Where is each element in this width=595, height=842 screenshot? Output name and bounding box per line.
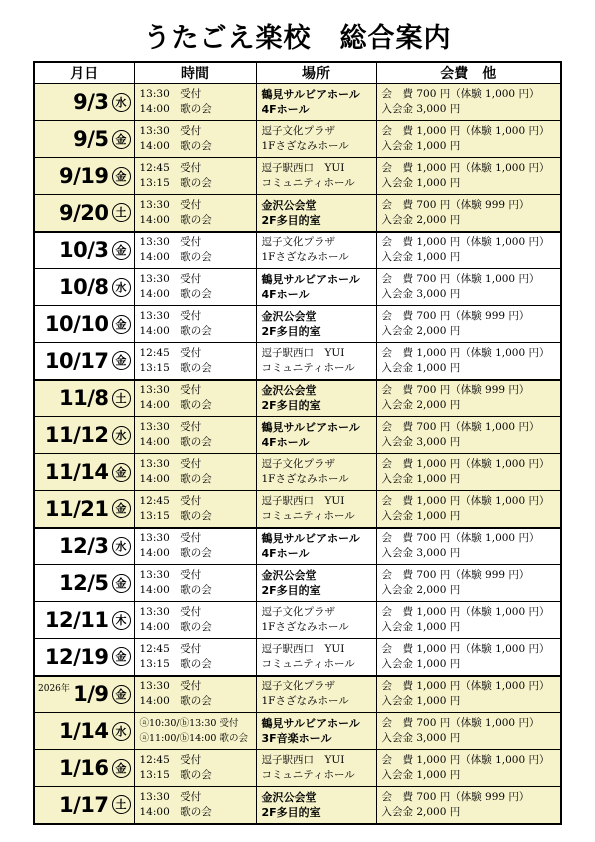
header-time: 時間: [134, 62, 256, 84]
weekday-badge: 金: [112, 241, 131, 260]
date-text: 9/3: [73, 90, 109, 114]
session-fee: 会 費 1,000 円（体験 1,000 円）: [381, 494, 550, 507]
venue-name: 逗子駅西口 YUI: [261, 754, 345, 766]
fee-cell: [376, 232, 561, 269]
header-place: 場所: [256, 62, 376, 84]
reception-time: 12:45 受付: [139, 754, 202, 766]
time-cell: [134, 750, 256, 787]
date-text: 11/12: [44, 423, 109, 447]
date-cell: [34, 787, 134, 824]
session-time: 14:00 歌の会: [139, 140, 212, 152]
time-cell: [134, 195, 256, 232]
enrollment-fee: 入会金 3,000 円: [381, 103, 461, 115]
venue-room: コミュニティホール: [261, 361, 355, 374]
date-text: 10/8: [58, 275, 109, 299]
enrollment-fee: 入会金 2,000 円: [381, 399, 461, 412]
time-cell: [134, 158, 256, 195]
session-time: 14:00 歌の会: [139, 436, 212, 448]
reception-time: 13:30 受付: [139, 569, 202, 581]
date-text: 10/17: [44, 348, 109, 373]
date-cell: [34, 602, 134, 639]
fee-cell: [376, 528, 561, 565]
time-cell: [134, 380, 256, 417]
weekday-badge: 金: [112, 574, 131, 593]
weekday-badge: 土: [112, 389, 131, 408]
enrollment-fee: 入会金 1,000 円: [381, 509, 461, 522]
reception-time: 13:30 受付: [139, 680, 202, 693]
date-cell: [34, 676, 134, 713]
reception-time: 13:30 受付: [139, 384, 202, 397]
reception-time: 13:30 受付: [139, 606, 202, 618]
place-cell: [256, 491, 376, 528]
fee-cell: [376, 195, 561, 232]
venue-room: 2F多目的室: [261, 584, 321, 597]
enrollment-fee: 入会金 1,000 円: [381, 361, 461, 374]
session-time: 13:15 歌の会: [139, 509, 212, 522]
date-cell: [34, 380, 134, 417]
date-cell: [34, 528, 134, 565]
date-text: 9/20: [58, 200, 109, 225]
session-fee: 会 費 700 円（体験 999 円）: [381, 790, 530, 803]
weekday-badge: 水: [112, 278, 131, 297]
reception-time: 13:30 受付: [139, 125, 202, 137]
place-cell: [256, 417, 376, 454]
venue-room: 1Fさざなみホール: [261, 140, 349, 152]
reception-time: 13:30 受付: [139, 88, 202, 100]
fee-cell: [376, 787, 561, 824]
venue-room: 2F多目的室: [261, 325, 321, 338]
venue-name: 鶴見サルビアホール: [261, 421, 360, 434]
place-cell: [256, 121, 376, 158]
session-fee: 会 費 1,000 円（体験 1,000 円）: [381, 642, 550, 655]
weekday-badge: 金: [112, 351, 131, 370]
weekday-badge: 金: [112, 463, 131, 482]
table-row: [34, 454, 561, 491]
fee-cell: [376, 713, 561, 750]
weekday-badge: 金: [112, 759, 131, 778]
session-fee: 会 費 1,000 円（体験 1,000 円）: [381, 236, 550, 249]
date-text: 12/11: [44, 608, 109, 632]
fee-cell: [376, 454, 561, 491]
reception-time: 13:30 受付: [139, 273, 202, 285]
table-row: [34, 232, 561, 269]
venue-name: 鶴見サルビアホール: [261, 717, 360, 730]
table-row: [34, 306, 561, 343]
session-fee: 会 費 700 円（体験 1,000 円）: [381, 532, 540, 545]
time-cell: [134, 306, 256, 343]
venue-name: 金沢公会堂: [261, 384, 317, 398]
weekday-badge: 金: [112, 315, 131, 334]
session-time: 13:15 歌の会: [139, 657, 212, 670]
venue-room: 1Fさざなみホール: [261, 621, 349, 633]
time-cell: [134, 84, 256, 121]
table-row: [34, 565, 561, 602]
header-date: 月日: [34, 62, 134, 84]
table-row: [34, 528, 561, 565]
venue-name: 逗子文化プラザ: [261, 458, 335, 470]
session-time: 14:00 歌の会: [139, 213, 212, 226]
fee-cell: [376, 269, 561, 306]
session-fee: 会 費 700 円（体験 999 円）: [381, 310, 530, 322]
place-cell: [256, 713, 376, 750]
enrollment-fee: 入会金 2,000 円: [381, 213, 461, 226]
time-cell: [134, 639, 256, 676]
table-row: [34, 380, 561, 417]
fee-cell: [376, 565, 561, 602]
table-row: [34, 84, 561, 121]
date-text: 11/21: [44, 496, 109, 521]
enrollment-fee: 入会金 2,000 円: [381, 325, 461, 337]
table-row: [34, 269, 561, 306]
session-fee: 会 費 1,000 円（体験 1,000 円）: [381, 754, 550, 766]
place-cell: [256, 232, 376, 269]
year-label: 2026年: [38, 683, 70, 694]
time-cell: [134, 343, 256, 380]
venue-room: 4Fホール: [261, 436, 310, 449]
session-time: 14:00 歌の会: [139, 547, 212, 560]
session-fee: 会 費 700 円（体験 1,000 円）: [381, 421, 540, 433]
table-row: [34, 602, 561, 639]
session-time: ⓐ11:00/ⓑ14:00 歌の会: [139, 733, 248, 744]
session-fee: 会 費 700 円（体験 1,000 円）: [381, 717, 540, 729]
enrollment-fee: 入会金 3,000 円: [381, 436, 461, 448]
enrollment-fee: 入会金 1,000 円: [381, 621, 461, 633]
table-row: [34, 121, 561, 158]
session-time: 14:00 歌の会: [139, 695, 212, 708]
place-cell: [256, 343, 376, 380]
enrollment-fee: 入会金 1,000 円: [381, 177, 461, 189]
fee-cell: [376, 343, 561, 380]
place-cell: [256, 269, 376, 306]
session-fee: 会 費 1,000 円（体験 1,000 円）: [381, 458, 550, 470]
date-cell: [34, 121, 134, 158]
weekday-badge: 金: [112, 647, 131, 666]
date-cell: [34, 750, 134, 787]
weekday-badge: 金: [112, 130, 131, 149]
venue-name: 逗子文化プラザ: [261, 236, 335, 249]
table-row: [34, 343, 561, 380]
session-fee: 会 費 1,000 円（体験 1,000 円）: [381, 125, 550, 137]
place-cell: [256, 676, 376, 713]
session-fee: 会 費 1,000 円（体験 1,000 円）: [381, 680, 550, 693]
session-fee: 会 費 700 円（体験 1,000 円）: [381, 273, 540, 285]
venue-name: 逗子駅西口 YUI: [261, 642, 345, 655]
venue-name: 逗子文化プラザ: [261, 680, 335, 693]
date-text: 11/14: [44, 460, 109, 484]
session-time: 14:00 歌の会: [139, 621, 212, 633]
session-time: 14:00 歌の会: [139, 584, 212, 596]
fee-cell: [376, 676, 561, 713]
fee-cell: [376, 84, 561, 121]
venue-room: 2F多目的室: [261, 399, 321, 413]
venue-room: コミュニティホール: [261, 769, 355, 781]
schedule-table: [33, 61, 562, 825]
enrollment-fee: 入会金 1,000 円: [381, 657, 461, 670]
date-text: 9/19: [58, 164, 109, 188]
date-cell: [34, 454, 134, 491]
venue-name: 逗子文化プラザ: [261, 125, 335, 137]
place-cell: [256, 306, 376, 343]
venue-room: 4Fホール: [261, 103, 310, 116]
date-cell: [34, 491, 134, 528]
enrollment-fee: 入会金 1,000 円: [381, 769, 461, 781]
session-time: 14:00 歌の会: [139, 288, 212, 300]
place-cell: [256, 602, 376, 639]
enrollment-fee: 入会金 3,000 円: [381, 288, 461, 300]
enrollment-fee: 入会金 3,000 円: [381, 547, 461, 560]
weekday-badge: 金: [112, 167, 131, 186]
date-text: 1/9: [73, 682, 109, 707]
fee-cell: [376, 417, 561, 454]
session-time: 13:15 歌の会: [139, 177, 212, 189]
table-row: [34, 639, 561, 676]
venue-name: 逗子駅西口 YUI: [261, 494, 345, 507]
date-cell: [34, 84, 134, 121]
weekday-badge: 水: [112, 426, 131, 445]
schedule-body: [34, 84, 561, 824]
venue-room: 2F多目的室: [261, 213, 321, 227]
weekday-badge: 水: [112, 537, 131, 556]
place-cell: [256, 195, 376, 232]
header-fee: 会費 他: [376, 62, 561, 84]
table-row: [34, 195, 561, 232]
venue-name: 金沢公会堂: [261, 310, 317, 323]
venue-room: コミュニティホール: [261, 177, 355, 189]
weekday-badge: 水: [112, 722, 131, 741]
venue-name: 鶴見サルビアホール: [261, 273, 360, 286]
date-cell: [34, 417, 134, 454]
date-text: 9/5: [73, 127, 109, 151]
reception-time: ⓐ10:30/ⓑ13:30 受付: [139, 718, 239, 729]
date-cell: [34, 158, 134, 195]
table-row: [34, 713, 561, 750]
session-fee: 会 費 1,000 円（体験 1,000 円）: [381, 346, 550, 359]
session-fee: 会 費 700 円（体験 999 円）: [381, 198, 530, 211]
date-cell: [34, 306, 134, 343]
weekday-badge: 土: [112, 795, 131, 814]
enrollment-fee: 入会金 1,000 円: [381, 140, 461, 152]
date-text: 1/16: [58, 756, 109, 780]
reception-time: 12:45 受付: [139, 494, 202, 507]
fee-cell: [376, 380, 561, 417]
time-cell: [134, 676, 256, 713]
session-time: 14:00 歌の会: [139, 103, 212, 115]
date-cell: [34, 232, 134, 269]
table-row: [34, 491, 561, 528]
place-cell: [256, 158, 376, 195]
session-time: 14:00 歌の会: [139, 251, 212, 264]
session-fee: 会 費 700 円（体験 999 円）: [381, 569, 530, 581]
fee-cell: [376, 639, 561, 676]
venue-name: 逗子文化プラザ: [261, 606, 335, 618]
session-time: 13:15 歌の会: [139, 769, 212, 781]
enrollment-fee: 入会金 1,000 円: [381, 695, 461, 708]
reception-time: 13:30 受付: [139, 310, 202, 322]
date-text: 11/8: [58, 386, 109, 411]
time-cell: [134, 528, 256, 565]
reception-time: 13:30 受付: [139, 236, 202, 249]
date-cell: [34, 269, 134, 306]
fee-cell: [376, 750, 561, 787]
time-cell: [134, 713, 256, 750]
table-row: [34, 417, 561, 454]
venue-name: 金沢公会堂: [261, 569, 317, 582]
fee-cell: [376, 491, 561, 528]
fee-cell: [376, 602, 561, 639]
reception-time: 13:30 受付: [139, 458, 202, 470]
date-cell: [34, 565, 134, 602]
table-row: [34, 787, 561, 824]
session-time: 14:00 歌の会: [139, 325, 212, 337]
session-time: 13:15 歌の会: [139, 361, 212, 374]
venue-name: 鶴見サルビアホール: [261, 88, 360, 101]
reception-time: 12:45 受付: [139, 346, 202, 359]
reception-time: 12:45 受付: [139, 642, 202, 655]
venue-name: 逗子駅西口 YUI: [261, 346, 345, 359]
fee-cell: [376, 158, 561, 195]
time-cell: [134, 454, 256, 491]
time-cell: [134, 602, 256, 639]
venue-room: 1Fさざなみホール: [261, 251, 349, 264]
place-cell: [256, 787, 376, 824]
weekday-badge: 土: [112, 203, 131, 222]
place-cell: [256, 639, 376, 676]
session-fee: 会 費 700 円（体験 999 円）: [381, 384, 530, 397]
session-fee: 会 費 1,000 円（体験 1,000 円）: [381, 162, 550, 174]
date-text: 12/3: [58, 534, 109, 559]
table-row: [34, 676, 561, 713]
session-time: 14:00 歌の会: [139, 399, 212, 412]
time-cell: [134, 491, 256, 528]
page-title: うたごえ楽校 総合案内: [143, 23, 452, 54]
table-row: [34, 750, 561, 787]
venue-room: コミュニティホール: [261, 657, 355, 670]
venue-name: 逗子駅西口 YUI: [261, 162, 345, 174]
time-cell: [134, 565, 256, 602]
time-cell: [134, 417, 256, 454]
weekday-badge: 木: [112, 611, 131, 630]
date-cell: [34, 639, 134, 676]
place-cell: [256, 565, 376, 602]
date-text: 10/10: [44, 312, 109, 336]
reception-time: 13:30 受付: [139, 532, 202, 545]
enrollment-fee: 入会金 1,000 円: [381, 251, 461, 264]
place-cell: [256, 84, 376, 121]
weekday-badge: 金: [112, 499, 131, 518]
venue-name: 金沢公会堂: [261, 790, 317, 804]
session-time: 14:00 歌の会: [139, 805, 212, 818]
venue-room: コミュニティホール: [261, 509, 355, 522]
enrollment-fee: 入会金 1,000 円: [381, 473, 461, 485]
place-cell: [256, 750, 376, 787]
reception-time: 13:30 受付: [139, 790, 202, 803]
date-cell: [34, 195, 134, 232]
table-header-row: [34, 62, 561, 84]
time-cell: [134, 787, 256, 824]
venue-room: 1Fさざなみホール: [261, 473, 349, 485]
fee-cell: [376, 306, 561, 343]
venue-room: 1Fさざなみホール: [261, 695, 349, 708]
time-cell: [134, 269, 256, 306]
fee-cell: [376, 121, 561, 158]
session-fee: 会 費 1,000 円（体験 1,000 円）: [381, 606, 550, 618]
venue-room: 4Fホール: [261, 288, 310, 301]
place-cell: [256, 380, 376, 417]
date-text: 12/19: [44, 644, 109, 669]
date-text: 10/3: [58, 238, 109, 263]
place-cell: [256, 528, 376, 565]
weekday-badge: 金: [112, 685, 131, 704]
enrollment-fee: 入会金 3,000 円: [381, 732, 461, 744]
weekday-badge: 水: [112, 93, 131, 112]
venue-room: 3F音楽ホール: [261, 732, 332, 745]
session-time: 14:00 歌の会: [139, 473, 212, 485]
venue-room: 2F多目的室: [261, 805, 321, 819]
venue-name: 鶴見サルビアホール: [261, 532, 360, 546]
date-cell: [34, 713, 134, 750]
session-fee: 会 費 700 円（体験 1,000 円）: [381, 88, 540, 100]
reception-time: 13:30 受付: [139, 198, 202, 211]
venue-name: 金沢公会堂: [261, 198, 317, 212]
date-text: 12/5: [58, 571, 109, 595]
date-cell: [34, 343, 134, 380]
enrollment-fee: 入会金 2,000 円: [381, 805, 461, 818]
date-text: 1/14: [58, 719, 109, 743]
time-cell: [134, 121, 256, 158]
venue-room: 4Fホール: [261, 547, 310, 561]
reception-time: 12:45 受付: [139, 162, 202, 174]
enrollment-fee: 入会金 2,000 円: [381, 584, 461, 596]
place-cell: [256, 454, 376, 491]
table-row: [34, 158, 561, 195]
time-cell: [134, 232, 256, 269]
reception-time: 13:30 受付: [139, 421, 202, 433]
date-text: 1/17: [58, 792, 109, 817]
